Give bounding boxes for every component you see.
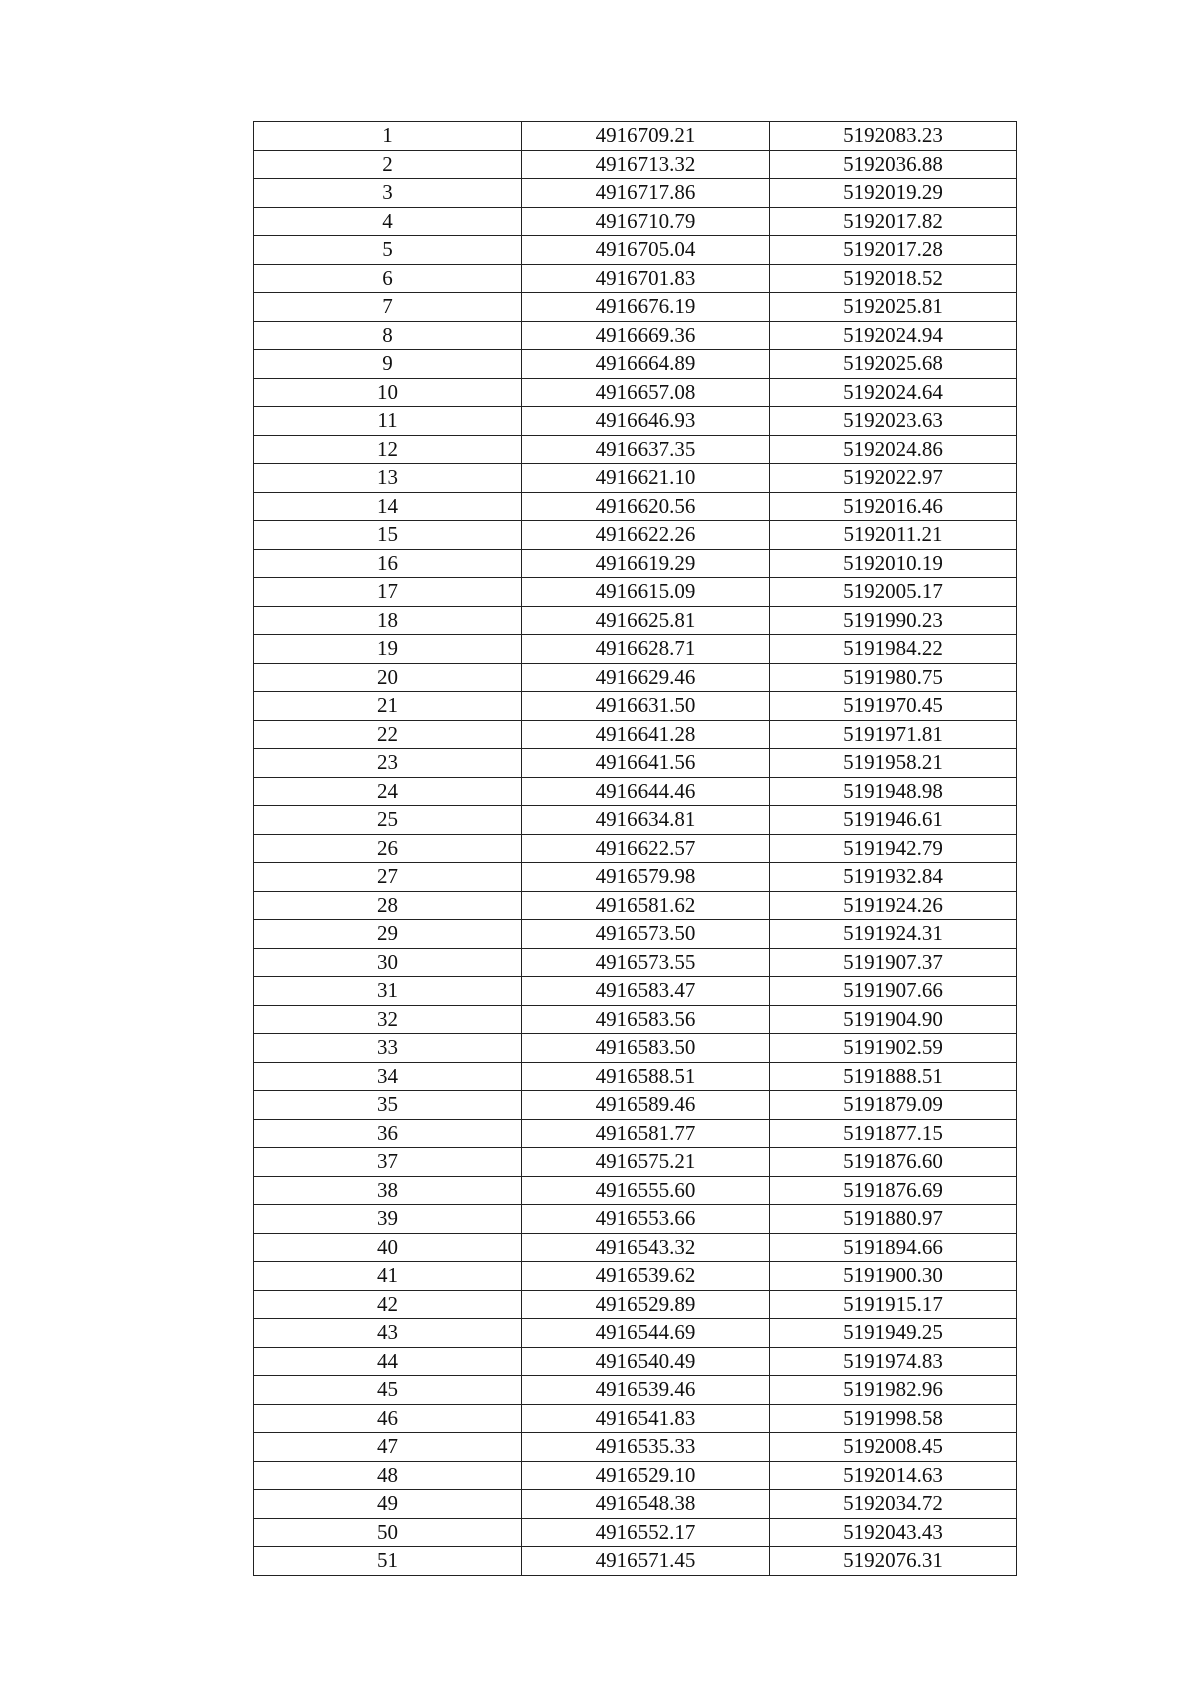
- y-coordinate-cell: 5192016.46: [770, 492, 1017, 521]
- table-row: [254, 236, 1017, 265]
- table-row: [254, 920, 1017, 949]
- table-row: [254, 834, 1017, 863]
- point-number-cell: 3: [254, 179, 522, 208]
- table-row: [254, 464, 1017, 493]
- point-number-cell: 30: [254, 948, 522, 977]
- point-number-cell: 6: [254, 264, 522, 293]
- point-number-cell: 41: [254, 1262, 522, 1291]
- y-coordinate-cell: 5191900.30: [770, 1262, 1017, 1291]
- x-coordinate-cell: 4916575.21: [522, 1148, 770, 1177]
- table-row: [254, 1005, 1017, 1034]
- y-coordinate-cell: 5192025.68: [770, 350, 1017, 379]
- y-coordinate-cell: 5192034.72: [770, 1490, 1017, 1519]
- y-coordinate-cell: 5192017.82: [770, 207, 1017, 236]
- y-coordinate-cell: 5191880.97: [770, 1205, 1017, 1234]
- table-row: [254, 606, 1017, 635]
- y-coordinate-cell: 5191932.84: [770, 863, 1017, 892]
- y-coordinate-cell: 5191980.75: [770, 663, 1017, 692]
- point-number-cell: 36: [254, 1119, 522, 1148]
- table-row: [254, 777, 1017, 806]
- x-coordinate-cell: 4916581.77: [522, 1119, 770, 1148]
- table-row: [254, 264, 1017, 293]
- point-number-cell: 7: [254, 293, 522, 322]
- table-row: [254, 891, 1017, 920]
- y-coordinate-cell: 5191876.69: [770, 1176, 1017, 1205]
- table-row: [254, 663, 1017, 692]
- table-row: [254, 692, 1017, 721]
- y-coordinate-cell: 5191942.79: [770, 834, 1017, 863]
- point-number-cell: 45: [254, 1376, 522, 1405]
- point-number-cell: 42: [254, 1290, 522, 1319]
- table-row: [254, 1433, 1017, 1462]
- table-row: [254, 521, 1017, 550]
- point-number-cell: 16: [254, 549, 522, 578]
- y-coordinate-cell: 5192018.52: [770, 264, 1017, 293]
- y-coordinate-cell: 5191974.83: [770, 1347, 1017, 1376]
- y-coordinate-cell: 5191946.61: [770, 806, 1017, 835]
- x-coordinate-cell: 4916583.50: [522, 1034, 770, 1063]
- point-number-cell: 12: [254, 435, 522, 464]
- point-number-cell: 47: [254, 1433, 522, 1462]
- y-coordinate-cell: 5192076.31: [770, 1547, 1017, 1576]
- y-coordinate-cell: 5192019.29: [770, 179, 1017, 208]
- x-coordinate-cell: 4916529.10: [522, 1461, 770, 1490]
- table-row: [254, 977, 1017, 1006]
- y-coordinate-cell: 5191984.22: [770, 635, 1017, 664]
- y-coordinate-cell: 5192023.63: [770, 407, 1017, 436]
- y-coordinate-cell: 5191970.45: [770, 692, 1017, 721]
- point-number-cell: 24: [254, 777, 522, 806]
- x-coordinate-cell: 4916543.32: [522, 1233, 770, 1262]
- point-number-cell: 32: [254, 1005, 522, 1034]
- x-coordinate-cell: 4916571.45: [522, 1547, 770, 1576]
- point-number-cell: 25: [254, 806, 522, 835]
- table-row: [254, 1262, 1017, 1291]
- x-coordinate-cell: 4916583.56: [522, 1005, 770, 1034]
- x-coordinate-cell: 4916553.66: [522, 1205, 770, 1234]
- point-number-cell: 34: [254, 1062, 522, 1091]
- x-coordinate-cell: 4916710.79: [522, 207, 770, 236]
- x-coordinate-cell: 4916637.35: [522, 435, 770, 464]
- table-row: [254, 1176, 1017, 1205]
- table-row: [254, 1547, 1017, 1576]
- x-coordinate-cell: 4916622.26: [522, 521, 770, 550]
- x-coordinate-cell: 4916588.51: [522, 1062, 770, 1091]
- y-coordinate-cell: 5191949.25: [770, 1319, 1017, 1348]
- table-row: [254, 179, 1017, 208]
- y-coordinate-cell: 5191915.17: [770, 1290, 1017, 1319]
- y-coordinate-cell: 5192025.81: [770, 293, 1017, 322]
- y-coordinate-cell: 5191877.15: [770, 1119, 1017, 1148]
- table-row: [254, 1034, 1017, 1063]
- table-row: [254, 1376, 1017, 1405]
- x-coordinate-cell: 4916544.69: [522, 1319, 770, 1348]
- table-row: [254, 1404, 1017, 1433]
- x-coordinate-cell: 4916529.89: [522, 1290, 770, 1319]
- x-coordinate-cell: 4916717.86: [522, 179, 770, 208]
- y-coordinate-cell: 5191958.21: [770, 749, 1017, 778]
- table-row: [254, 321, 1017, 350]
- x-coordinate-cell: 4916709.21: [522, 122, 770, 151]
- coordinates-table: [253, 121, 1017, 1576]
- point-number-cell: 49: [254, 1490, 522, 1519]
- point-number-cell: 18: [254, 606, 522, 635]
- table-row: [254, 1347, 1017, 1376]
- y-coordinate-cell: 5192024.64: [770, 378, 1017, 407]
- table-row: [254, 720, 1017, 749]
- y-coordinate-cell: 5191971.81: [770, 720, 1017, 749]
- x-coordinate-cell: 4916552.17: [522, 1518, 770, 1547]
- table-row: [254, 350, 1017, 379]
- point-number-cell: 44: [254, 1347, 522, 1376]
- x-coordinate-cell: 4916664.89: [522, 350, 770, 379]
- y-coordinate-cell: 5192043.43: [770, 1518, 1017, 1547]
- point-number-cell: 43: [254, 1319, 522, 1348]
- table-row: [254, 1091, 1017, 1120]
- point-number-cell: 38: [254, 1176, 522, 1205]
- point-number-cell: 20: [254, 663, 522, 692]
- table-row: [254, 1233, 1017, 1262]
- table-row: [254, 293, 1017, 322]
- y-coordinate-cell: 5191894.66: [770, 1233, 1017, 1262]
- y-coordinate-cell: 5191876.60: [770, 1148, 1017, 1177]
- point-number-cell: 9: [254, 350, 522, 379]
- table-row: [254, 1119, 1017, 1148]
- x-coordinate-cell: 4916634.81: [522, 806, 770, 835]
- point-number-cell: 26: [254, 834, 522, 863]
- y-coordinate-cell: 5191907.37: [770, 948, 1017, 977]
- x-coordinate-cell: 4916676.19: [522, 293, 770, 322]
- table-row: [254, 1148, 1017, 1177]
- x-coordinate-cell: 4916619.29: [522, 549, 770, 578]
- point-number-cell: 21: [254, 692, 522, 721]
- y-coordinate-cell: 5191904.90: [770, 1005, 1017, 1034]
- table-row: [254, 635, 1017, 664]
- y-coordinate-cell: 5192014.63: [770, 1461, 1017, 1490]
- x-coordinate-cell: 4916579.98: [522, 863, 770, 892]
- table-row: [254, 1461, 1017, 1490]
- point-number-cell: 27: [254, 863, 522, 892]
- table-row: [254, 1290, 1017, 1319]
- point-number-cell: 2: [254, 150, 522, 179]
- x-coordinate-cell: 4916581.62: [522, 891, 770, 920]
- x-coordinate-cell: 4916541.83: [522, 1404, 770, 1433]
- x-coordinate-cell: 4916641.28: [522, 720, 770, 749]
- x-coordinate-cell: 4916539.62: [522, 1262, 770, 1291]
- x-coordinate-cell: 4916573.55: [522, 948, 770, 977]
- table-row: [254, 1205, 1017, 1234]
- y-coordinate-cell: 5192010.19: [770, 549, 1017, 578]
- table-row: [254, 378, 1017, 407]
- y-coordinate-cell: 5192011.21: [770, 521, 1017, 550]
- y-coordinate-cell: 5192017.28: [770, 236, 1017, 265]
- table-row: [254, 435, 1017, 464]
- point-number-cell: 33: [254, 1034, 522, 1063]
- x-coordinate-cell: 4916583.47: [522, 977, 770, 1006]
- x-coordinate-cell: 4916548.38: [522, 1490, 770, 1519]
- x-coordinate-cell: 4916701.83: [522, 264, 770, 293]
- x-coordinate-cell: 4916589.46: [522, 1091, 770, 1120]
- point-number-cell: 8: [254, 321, 522, 350]
- x-coordinate-cell: 4916535.33: [522, 1433, 770, 1462]
- x-coordinate-cell: 4916657.08: [522, 378, 770, 407]
- point-number-cell: 5: [254, 236, 522, 265]
- x-coordinate-cell: 4916622.57: [522, 834, 770, 863]
- table-row: [254, 549, 1017, 578]
- y-coordinate-cell: 5191888.51: [770, 1062, 1017, 1091]
- table-row: [254, 749, 1017, 778]
- y-coordinate-cell: 5192024.94: [770, 321, 1017, 350]
- point-number-cell: 35: [254, 1091, 522, 1120]
- table-row: [254, 948, 1017, 977]
- point-number-cell: 14: [254, 492, 522, 521]
- point-number-cell: 19: [254, 635, 522, 664]
- y-coordinate-cell: 5191907.66: [770, 977, 1017, 1006]
- table-row: [254, 578, 1017, 607]
- point-number-cell: 46: [254, 1404, 522, 1433]
- y-coordinate-cell: 5191924.26: [770, 891, 1017, 920]
- y-coordinate-cell: 5191982.96: [770, 1376, 1017, 1405]
- table-row: [254, 1319, 1017, 1348]
- x-coordinate-cell: 4916540.49: [522, 1347, 770, 1376]
- table-row: [254, 150, 1017, 179]
- x-coordinate-cell: 4916539.46: [522, 1376, 770, 1405]
- table-row: [254, 207, 1017, 236]
- point-number-cell: 40: [254, 1233, 522, 1262]
- x-coordinate-cell: 4916641.56: [522, 749, 770, 778]
- point-number-cell: 29: [254, 920, 522, 949]
- point-number-cell: 13: [254, 464, 522, 493]
- point-number-cell: 37: [254, 1148, 522, 1177]
- table-row: [254, 806, 1017, 835]
- y-coordinate-cell: 5192083.23: [770, 122, 1017, 151]
- x-coordinate-cell: 4916644.46: [522, 777, 770, 806]
- table-row: [254, 407, 1017, 436]
- point-number-cell: 31: [254, 977, 522, 1006]
- point-number-cell: 51: [254, 1547, 522, 1576]
- y-coordinate-cell: 5191948.98: [770, 777, 1017, 806]
- table-row: [254, 863, 1017, 892]
- table-row: [254, 1518, 1017, 1547]
- x-coordinate-cell: 4916555.60: [522, 1176, 770, 1205]
- y-coordinate-cell: 5191990.23: [770, 606, 1017, 635]
- x-coordinate-cell: 4916705.04: [522, 236, 770, 265]
- y-coordinate-cell: 5192005.17: [770, 578, 1017, 607]
- table-row: [254, 122, 1017, 151]
- x-coordinate-cell: 4916625.81: [522, 606, 770, 635]
- table-row: [254, 1490, 1017, 1519]
- point-number-cell: 50: [254, 1518, 522, 1547]
- y-coordinate-cell: 5191902.59: [770, 1034, 1017, 1063]
- point-number-cell: 10: [254, 378, 522, 407]
- table-row: [254, 492, 1017, 521]
- y-coordinate-cell: 5191879.09: [770, 1091, 1017, 1120]
- y-coordinate-cell: 5191998.58: [770, 1404, 1017, 1433]
- table-row: [254, 1062, 1017, 1091]
- point-number-cell: 11: [254, 407, 522, 436]
- x-coordinate-cell: 4916620.56: [522, 492, 770, 521]
- x-coordinate-cell: 4916631.50: [522, 692, 770, 721]
- x-coordinate-cell: 4916628.71: [522, 635, 770, 664]
- x-coordinate-cell: 4916615.09: [522, 578, 770, 607]
- x-coordinate-cell: 4916573.50: [522, 920, 770, 949]
- point-number-cell: 17: [254, 578, 522, 607]
- y-coordinate-cell: 5192036.88: [770, 150, 1017, 179]
- point-number-cell: 4: [254, 207, 522, 236]
- point-number-cell: 23: [254, 749, 522, 778]
- x-coordinate-cell: 4916629.46: [522, 663, 770, 692]
- point-number-cell: 1: [254, 122, 522, 151]
- x-coordinate-cell: 4916669.36: [522, 321, 770, 350]
- y-coordinate-cell: 5192008.45: [770, 1433, 1017, 1462]
- point-number-cell: 15: [254, 521, 522, 550]
- point-number-cell: 28: [254, 891, 522, 920]
- x-coordinate-cell: 4916713.32: [522, 150, 770, 179]
- y-coordinate-cell: 5191924.31: [770, 920, 1017, 949]
- point-number-cell: 48: [254, 1461, 522, 1490]
- x-coordinate-cell: 4916646.93: [522, 407, 770, 436]
- y-coordinate-cell: 5192022.97: [770, 464, 1017, 493]
- point-number-cell: 22: [254, 720, 522, 749]
- y-coordinate-cell: 5192024.86: [770, 435, 1017, 464]
- coordinates-table-body: [254, 122, 1017, 1576]
- x-coordinate-cell: 4916621.10: [522, 464, 770, 493]
- point-number-cell: 39: [254, 1205, 522, 1234]
